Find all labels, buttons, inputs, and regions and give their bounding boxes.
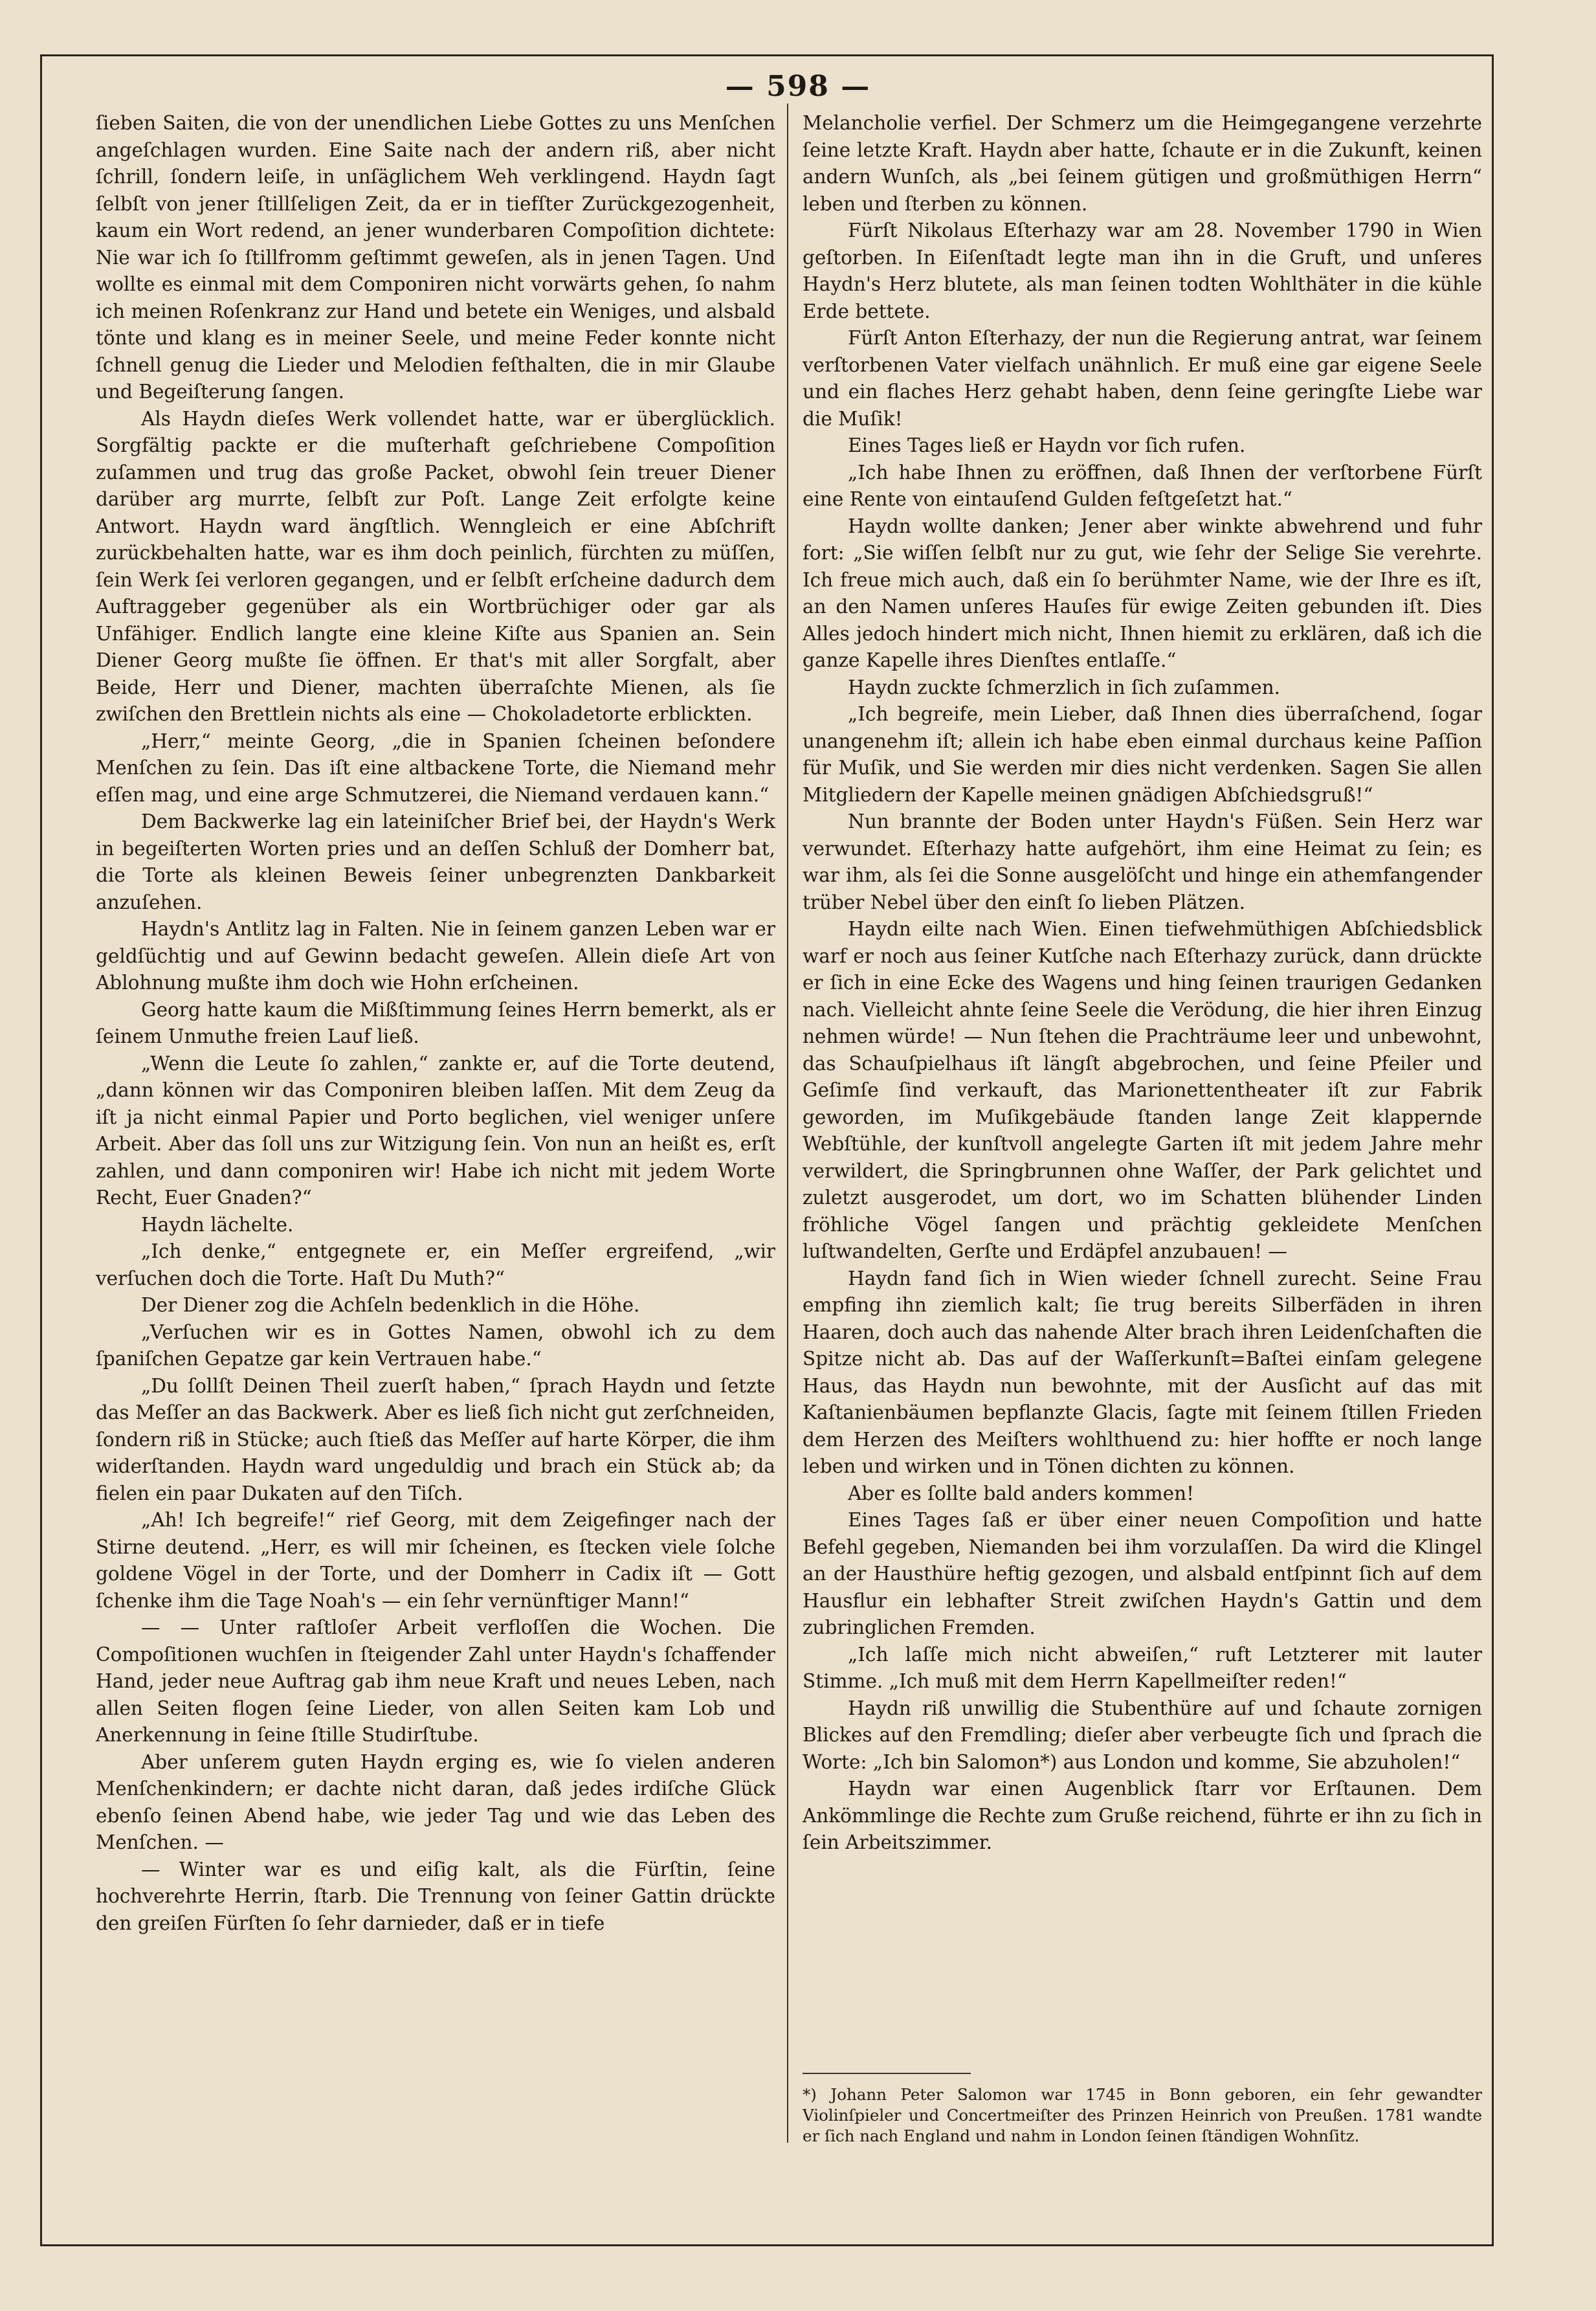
paragraph: „Ich denke,“ entgegnete er, ein Meſſer ergreifend, „wir verſuchen doch die Torte. Haſt Du Muth?“ (96, 1240, 775, 1289)
paragraph: „Herr,“ meinte Georg, „die in Spanien ſcheinen beſondere Menſchen zu ſein. Das iſt eine altbackene Torte, die Niemand mehr eſſen mag, und eine arge Schmutzerei, die Niemand verdauen kann.“ (96, 730, 775, 806)
paragraph: „Verſuchen wir es in Gottes Namen, obwohl ich zu dem ſpaniſchen Gepatze gar kein Vertrauen habe.“ (96, 1321, 775, 1370)
paragraph: Dem Backwerke lag ein lateiniſcher Brief bei, der Haydn's Werk in begeiſterten Worten pries und an deſſen Schluß der Domherr bat, die Torte als kleinen Beweis ſeiner unbegrenzten Dankbarkeit anzuſehen. (96, 810, 775, 913)
paragraph: Fürſt Nikolaus Eſterhazy war am 28. November 1790 in Wien geſtorben. In Eiſenſtadt legte man ihn in die Gruft, und unſeres Haydn's Herz blutete, als man ſeinen todten Wohlthäter in die kühle Erde bettete. (803, 219, 1482, 322)
paragraph: Aber es ſollte bald anders kommen! (848, 1482, 1194, 1504)
right-column (803, 110, 1482, 1857)
paragraph: „Wenn die Leute ſo zahlen,“ zankte er, auf die Torte deutend, „dann können wir das Componiren bleiben laſſen. Mit dem Zeug da iſt ja nicht einmal Papier und Porto beglichen, viel weniger unſere Arbeit. Aber das ſoll uns zur Witzigung ſein. Von nun an heißt es, erſt zahlen, und dann componiren wir! Habe ich nicht mit jedem Worte Recht, Euer Gnaden?“ (96, 1052, 775, 1209)
paragraph: Als Haydn dieſes Werk vollendet hatte, war er überglücklich. Sorgfältig packte er die muſterhaft geſchriebene Compoſition zuſammen und trug das große Packet, obwohl ſein treuer Diener darüber arg murrte, ſelbſt zur Poſt. Lange Zeit erfolgte keine Antwort. Haydn ward ängſtlich. Wenngleich er eine Abſchrift zurückbehalten hatte, war es ihm doch peinlich, fürchten zu müſſen, ſein Werk ſei verloren gegangen, und er ſelbſt erſcheine dadurch dem Auftraggeber gegenüber als ein Wortbrüchiger oder gar als Unfähiger. Endlich langte eine kleine Kiſte aus Spanien an. Sein Diener Georg mußte ſie öffnen. Er that's mit aller Sorgfalt, aber Beide, Herr und Diener, machten überraſchte Mienen, als ſie zwiſchen den Brettlein nichts als eine — Chokoladetorte erblickten. (96, 407, 775, 725)
paragraph: „Du ſollſt Deinen Theil zuerſt haben,“ ſprach Haydn und ſetzte das Meſſer an das Backwerk. Aber es ließ ſich nicht gut zerſchneiden, ſondern riß in Stücke; auch ſtieß das Meſſer auf harte Körper, die ihm widerſtanden. Haydn ward ungeduldig und brach ein Stück ab; da fielen ein paar Dukaten auf den Tiſch. (96, 1374, 775, 1504)
page-number: — 598 — (725, 70, 871, 103)
paragraph: Haydn war einen Augenblick ſtarr vor Erſtaunen. Dem Ankömmlinge die Rechte zum Gruße reichend, führte er ihn zu ſich in ſein Arbeitszimmer. (803, 1778, 1482, 1853)
paragraph: „Ich laſſe mich nicht abweiſen,“ ruft Letzterer mit lauter Stimme. „Ich muß mit dem Herrn Kapellmeiſter reden!“ (803, 1643, 1482, 1692)
left-column (96, 110, 775, 1937)
paragraph: „Ich habe Ihnen zu eröffnen, daß Ihnen der verſtorbene Fürſt eine Rente von eintauſend Gulden feſtgeſetzt hat.“ (803, 461, 1482, 510)
paragraph: Eines Tages ſaß er über einer neuen Compoſition und hatte Befehl gegeben, Niemanden bei ihm vorzulaſſen. Da wird die Klingel an der Hausthüre heftig gezogen, und alsbald entſpinnt ſich auf dem Hausflur ein lebhafter Streit zwiſchen Haydn's Gattin und dem zubringlichen Fremden. (803, 1509, 1482, 1638)
paragraph: Haydn zuckte ſchmerzlich in ſich zuſammen. (848, 676, 1281, 698)
paragraph: Fürſt Anton Eſterhazy, der nun die Regierung antrat, war ſeinem verſtorbenen Vater vielfach unähnlich. Er muß eine gar eigene Seele und ein flaches Herz gehabt haben, denn ſeine geringſte Liebe war die Muſik! (803, 327, 1482, 430)
paragraph: Der Diener zog die Achſeln bedenklich in die Höhe. (141, 1294, 640, 1316)
paragraph: „Ah! Ich begreife!“ rief Georg, mit dem Zeigefinger nach der Stirne deutend. „Herr, es will mir ſcheinen, es ſtecken viele ſolche goldene Vögel in der Torte, und der Domherr in Cadix iſt — Gott ſchenke ihm die Tage Noah's — ein ſehr vernünftiger Mann!“ (96, 1509, 775, 1612)
paragraph: Melancholie verfiel. Der Schmerz um die Heimgegangene verzehrte ſeine letzte Kraft. Haydn aber hatte, ſchaute er in die Zukunft, keinen andern Wunſch, als „bei ſeinem gütigen und großmüthigen Herrn“ leben und ſterben zu können. (803, 112, 1482, 215)
footnote: *) Johann Peter Salomon war 1745 in Bonn geboren, ein ſehr gewandter Violinſpieler und Concertmeiſter des Prinzen Heinrich von Preußen. 1781 wandte er ſich nach England und nahm in London ſeinen ſtändigen Wohnſitz. (803, 2085, 1482, 2145)
paragraph: Eines Tages ließ er Haydn vor ſich rufen. (848, 434, 1246, 456)
column-divider (787, 104, 788, 2143)
paragraph: Aber unſerem guten Haydn erging es, wie ſo vielen anderen Menſchenkindern; er dachte nicht daran, daß jedes irdiſche Glück ebenſo ſeinen Abend habe, wie jeder Tag und wie das Leben des Menſchen. — (96, 1750, 775, 1853)
footnote-rule (803, 2073, 971, 2074)
paragraph: — Winter war es und eiſig kalt, als die Fürſtin, ſeine hochverehrte Herrin, ſtarb. Die Trennung von ſeiner Gattin drückte den greiſen Fürſten ſo ſehr darnieder, daß er in tiefe (96, 1858, 775, 1934)
paragraph: Georg hatte kaum die Mißſtimmung ſeines Herrn bemerkt, als er ſeinem Unmuthe freien Lauf ließ. (96, 998, 775, 1047)
paragraph: Nun brannte der Boden unter Haydn's Füßen. Sein Herz war verwundet. Eſterhazy hatte aufgehört, ihm eine Heimat zu ſein; es war ihm, als ſei die Sonne ausgelöſcht und hinge ein athemfangender trüber Nebel über den einſt ſo lieben Plätzen. (803, 810, 1482, 913)
paragraph: Haydn's Antlitz lag in Falten. Nie in ſeinem ganzen Leben war er geldſüchtig und auf Gewinn bedacht geweſen. Allein dieſe Art von Ablohnung mußte ihm doch wie Hohn erſcheinen. (96, 918, 775, 994)
paragraph: Haydn lächelte. (141, 1213, 294, 1236)
paragraph: Haydn eilte nach Wien. Einen tiefwehmüthigen Abſchiedsblick warf er noch aus ſeiner Kutſche nach Eſterhazy zurück, dann drückte er ſich in eine Ecke des Wagens und hing ſeinen traurigen Gedanken nach. Vielleicht ahnte ſeine Seele die Verödung, die hier ihren Einzug nehmen würde! — Nun ſtehen die Prachträume leer und unbewohnt, das Schauſpielhaus iſt längſt abgebrochen, und ſeine Pfeiler und Geſimſe ſind verkauft, das Marionettentheater iſt zur Fabrik geworden, im Muſikgebäude ſtanden lange Zeit klappernde Webſtühle, der kunſtvoll angelegte Garten iſt mit jedem Jahre mehr verwildert, die Springbrunnen ohne Waſſer, der Park gelichtet und zuletzt ausgerodet, um dort, wo im Schatten blühender Linden fröhliche Vögel ſangen und prächtig gekleidete Menſchen luſtwandelten, Gerſte und Erdäpfel anzubauen! — (803, 918, 1482, 1262)
paragraph: Haydn wollte danken; Jener aber winkte abwehrend und fuhr fort: „Sie wiſſen ſelbſt nur zu gut, wie ſehr der Selige Sie verehrte. Ich freue mich auch, daß ein ſo berühmter Name, wie der Ihre es iſt, an den Namen unſeres Hauſes für ewige Zeiten gebunden iſt. Dies Alles jedoch hindert mich nicht, Ihnen hiemit zu erklären, daß ich die ganze Kapelle ihres Dienſtes entlaſſe.“ (803, 515, 1482, 671)
paragraph: Haydn riß unwillig die Stubenthüre auf und ſchaute zornigen Blickes auf den Fremdling; dieſer aber verbeugte ſich und ſprach die Worte: „Ich bin Salomon*) aus London und komme, Sie abzuholen!“ (803, 1697, 1482, 1773)
paragraph: „Ich begreife, mein Lieber, daß Ihnen dies überraſchend, ſogar unangenehm iſt; allein ich habe eben einmal durchaus keine Paſſion für Muſik, und Sie werden mir dies nicht verdenken. Sagen Sie allen Mitgliedern der Kapelle meinen gnädigen Abſchiedsgruß!“ (803, 703, 1482, 806)
paragraph: ſieben Saiten, die von der unendlichen Liebe Gottes zu uns Menſchen angeſchlagen wurden. Eine Saite nach der andern riß, aber nicht ſchrill, ſondern leiſe, in unſäglichem Weh verklingend. Haydn ſagt ſelbſt von jener ſtillſeligen Zeit, da er in tiefſter Zurückgezogenheit, kaum ein Wort redend, an jener wunderbaren Compoſition dichtete: Nie war ich ſo ſtillfromm geſtimmt geweſen, als in jenen Tagen. Und wollte es einmal mit dem Componiren nicht vorwärts gehen, ſo nahm ich meinen Roſenkranz zur Hand und betete ein Weniges, und alsbald tönte und klang es in meiner Seele, und meine Feder konnte nicht ſchnell genug die Lieder und Melodien feſthalten, die in mir Glaube und Begeiſterung ſangen. (96, 112, 775, 403)
paragraph: Haydn fand ſich in Wien wieder ſchnell zurecht. Seine Frau empfing ihn ziemlich kalt; ſie trug bereits Silberfäden in ihren Haaren, doch auch das nahende Alter brach ihren Leidenſchaften die Spitze nicht ab. Das auf der Waſſerkunſt=Baſtei einſam gelegene Haus, das Haydn nun bewohnte, mit der Ausſicht auf das mit Kaſtanienbäumen bepflanzte Glacis, ſagte mit ſeinem ſtillen Frieden dem Herzen des Meiſters wohlthuend zu: hier hoffte er noch lange leben und wirken und in Tönen dichten zu können. (803, 1267, 1482, 1477)
paragraph: — — Unter raſtloſer Arbeit verfloſſen die Wochen. Die Compoſitionen wuchſen in ſteigender Zahl unter Haydn's ſchaffender Hand, jeder neue Auftrag gab ihm neue Kraft und neues Leben, nach allen Seiten flogen ſeine Lieder, von allen Seiten kam Lob und Anerkennung in ſeine ſtille Studirſtube. (96, 1616, 775, 1746)
